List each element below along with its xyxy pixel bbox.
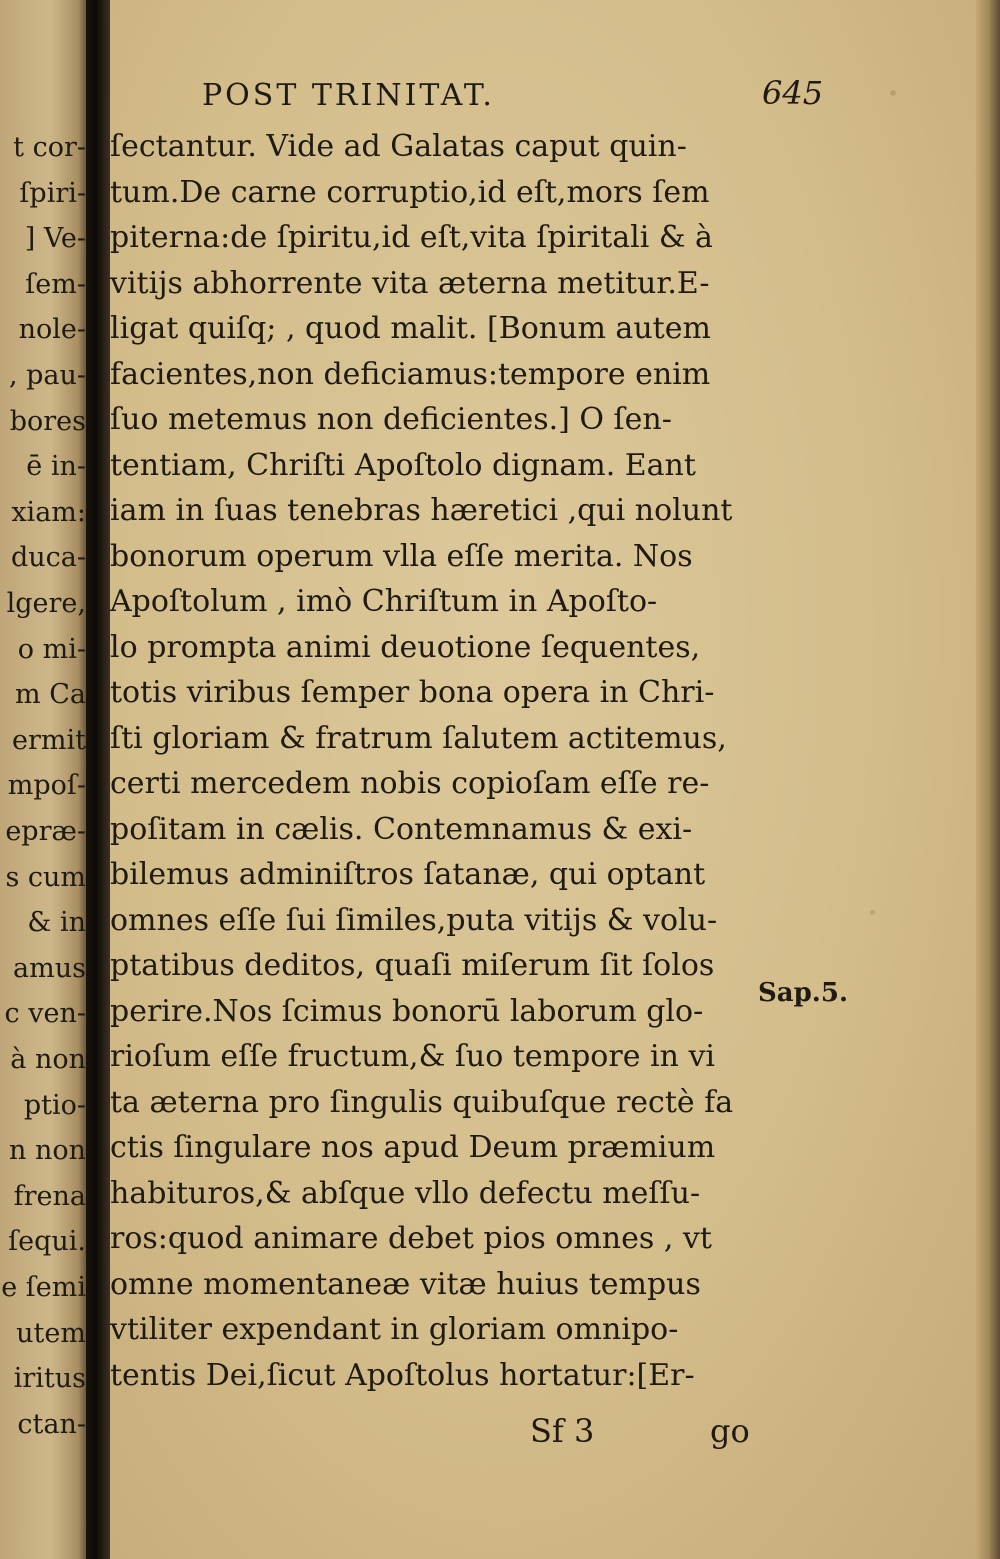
left-fragment-line: ] Ve- (24, 223, 86, 255)
left-fragment-line: n non (8, 1135, 86, 1167)
left-fragment-line: o mi- (17, 633, 86, 665)
left-fragment-line: ptio- (23, 1089, 86, 1121)
left-fragment-line: à non (10, 1044, 86, 1075)
signature-mark: Sf 3 (530, 1412, 595, 1450)
left-fragment-line: ermit (12, 724, 86, 756)
text-line: facientes,non deficiamus:tempore enim (110, 356, 711, 392)
text-line: ta æterna pro ſingulis quibuſque rectè fa (110, 1084, 734, 1120)
left-fragment-line: xiam: (11, 496, 86, 528)
text-line: omnes eſſe ſui ſimiles,puta vitijs & volu- (110, 902, 718, 938)
text-line: vitijs abhorrente vita æterna metitur.E- (110, 265, 710, 301)
text-line: vtiliter expendant in gloriam omnipo- (110, 1312, 679, 1347)
text-line: poſitam in cælis. Contemnamus & exi- (110, 811, 693, 847)
left-fragment-line: frena (13, 1180, 86, 1212)
text-line: certi mercedem nobis copioſam eſſe re- (110, 766, 710, 801)
text-line: ſuo metemus non deficientes.] O ſen- (110, 402, 672, 437)
text-line: rioſum eſſe fructum,& ſuo tempore in vi (110, 1039, 715, 1074)
text-line: ctis ſingulare nos apud Deum præmium (110, 1130, 716, 1165)
left-fragment-line: t cor- (13, 132, 86, 163)
left-fragment-line: utem (16, 1317, 86, 1349)
left-fragment-line: bores (9, 405, 86, 437)
text-line: ſectantur. Vide ad Galatas caput quin- (110, 129, 687, 164)
text-line: ros:quod animare debet pios omnes , vt (110, 1221, 712, 1256)
left-fragment-line: lgere, (6, 588, 86, 619)
book-gutter (86, 0, 110, 1559)
left-fragment-line: epræ- (5, 816, 86, 847)
running-title: POST TRINITAT. (202, 78, 495, 113)
text-line: ligat quiſq; , quod malit. [Bonum autem (110, 311, 711, 346)
text-line: tentiam, Chriſti Apoſtolo dignam. Eant (110, 447, 696, 483)
catchword: go (710, 1412, 750, 1450)
text-line: tentis Dei,ſicut Apoſtolus hortatur:[Er- (110, 1357, 695, 1393)
text-line: tum.De carne corruptio,id eſt,mors ſem (110, 174, 710, 210)
page-number: 645 (762, 74, 824, 112)
left-fragment-line: & in (27, 907, 86, 939)
text-line: ptatibus deditos, quaſi miſerum ſit ſolos (110, 948, 715, 983)
left-fragment-line: mpoſ- (7, 770, 86, 802)
left-fragment-line: m Ca (15, 679, 86, 711)
text-line: totis viribus ſemper bona opera in Chri- (110, 675, 715, 710)
text-line: perire.Nos ſcimus bonorū laborum glo- (110, 993, 704, 1029)
text-line: bilemus adminiſtros ſatanæ, qui optant (110, 857, 706, 892)
left-fragment-line: ctan- (17, 1408, 86, 1440)
left-fragment-line: c ven- (4, 998, 86, 1030)
marginal-reference: Sap.5. (758, 978, 848, 1008)
left-fragment-line: , pau- (8, 360, 86, 391)
left-fragment-line: iritus (13, 1363, 86, 1395)
text-line: ſti gloriam & fratrum ſalutem actitemus, (110, 720, 727, 756)
text-line: lo prompta animi deuotione ſequentes, (110, 629, 701, 665)
text-line: iam in ſuas tenebras hæretici ,qui nolunt (110, 493, 733, 528)
left-fragment-line: duca- (10, 542, 86, 574)
text-line: Apoſtolum , imò Chriſtum in Apoſto- (110, 584, 658, 619)
left-fragment-line: nole- (18, 314, 86, 346)
left-fragment-line: s cum (5, 861, 86, 893)
left-page-fragment (0, 0, 92, 1559)
text-line: habituros,& abſque vllo defectu meſſu- (110, 1175, 701, 1211)
left-fragment-line: ſpiri- (19, 177, 86, 209)
left-fragment-line: ē in- (26, 451, 86, 483)
left-fragment-line: amus (13, 952, 86, 984)
text-line: omne momentaneæ vitæ huius tempus (110, 1266, 701, 1302)
left-fragment-line: e ſemi (1, 1272, 86, 1303)
left-fragment-line: ſem- (25, 268, 86, 300)
left-fragment-line: ſequi. (8, 1226, 86, 1258)
page-footer (530, 1412, 770, 1456)
book-page (110, 0, 976, 1559)
page-edge (976, 0, 1000, 1559)
text-line: bonorum operum vlla eſſe merita. Nos (110, 538, 693, 574)
text-line: piterna:de ſpiritu,id eſt,vita ſpiritali & à (110, 220, 713, 255)
page-header (202, 74, 824, 122)
